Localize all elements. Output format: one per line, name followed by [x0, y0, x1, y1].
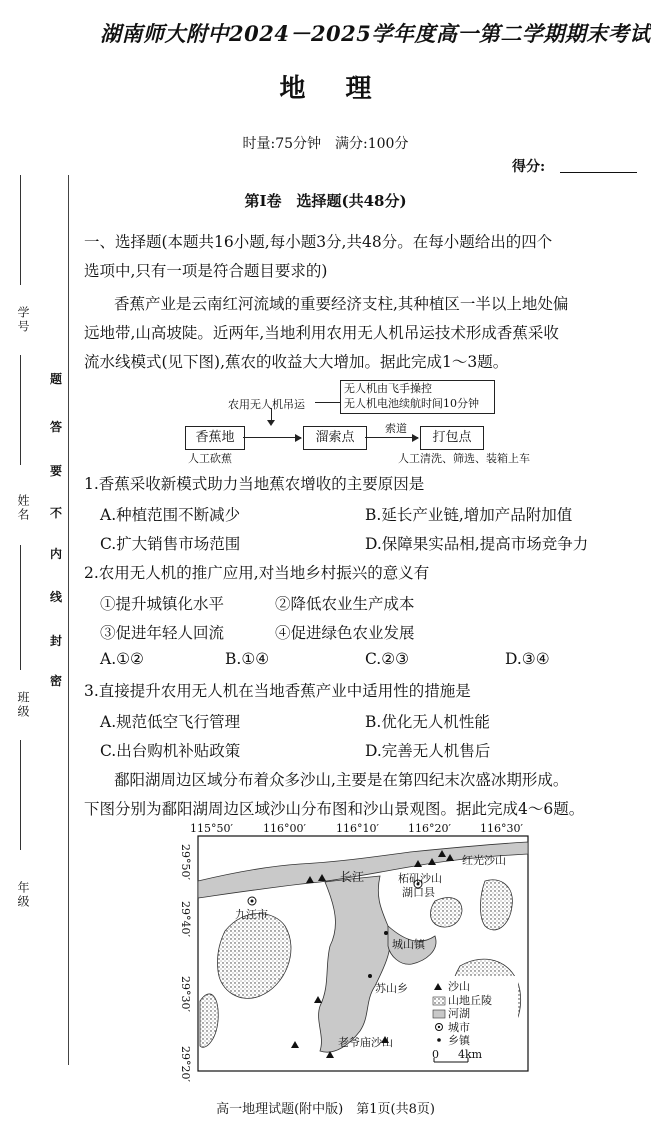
- box-banana-field: 香蕉地: [185, 426, 245, 450]
- passage2-line1: 鄱阳湖周边区域分布着众多沙山,主要是在第四纪末次盛冰期形成。: [114, 771, 569, 789]
- q2-stem: 2.农用无人机的推广应用,对当地乡村振兴的意义有: [84, 564, 430, 582]
- q2-option-a[interactable]: A.①②: [100, 650, 144, 668]
- subject-title: 地理: [279, 74, 412, 104]
- grade-label: 年级: [16, 881, 30, 909]
- seal-char: 内: [50, 547, 63, 561]
- seal-char: 封: [50, 634, 63, 648]
- label-laoye: 老爷庙沙山: [338, 1036, 393, 1049]
- arrow-2: [365, 437, 418, 438]
- q3-option-b[interactable]: B.优化无人机性能: [365, 713, 490, 731]
- seal-char: 不: [50, 506, 63, 520]
- student-id-label: 学号: [16, 306, 30, 334]
- score-label: 得分:: [512, 159, 546, 175]
- q3-option-a[interactable]: A.规范低空飞行管理: [100, 713, 241, 731]
- grade-blank[interactable]: [20, 740, 22, 850]
- cable-label: 索道: [385, 422, 407, 435]
- time-info: 时量:75分钟 满分:100分: [242, 136, 409, 152]
- binding-line: [68, 175, 69, 1065]
- passage2-line2: 下图分别为鄱阳湖周边区域沙山分布图和沙山景观图。据此完成4～6题。: [84, 800, 585, 818]
- legend-hill-icon: [433, 997, 445, 1005]
- class-blank[interactable]: [20, 545, 22, 670]
- q3-stem: 3.直接提升农用无人机在当地香蕉产业中适用性的措施是: [84, 682, 471, 700]
- sub-label-3: 人工清洗、筛选、装箱上车: [398, 452, 530, 465]
- q2-option-c[interactable]: C.②③: [365, 650, 410, 668]
- sub-label-1: 人工砍蕉: [188, 452, 232, 465]
- label-hongguang: 红光沙山: [462, 854, 506, 867]
- scale-zero: 0: [432, 1048, 439, 1061]
- seal-char: 题: [50, 372, 63, 386]
- lon-label: 116°00′: [263, 822, 306, 835]
- q1-option-b[interactable]: B.延长产业链,增加产品附加值: [365, 506, 573, 524]
- exam-title: 湖南师大附中2024－2025学年度高一第二学期期末考试: [100, 21, 651, 46]
- legend-label-sand: 沙山: [448, 980, 470, 993]
- section-title: 第Ⅰ卷 选择题(共48分): [244, 192, 407, 210]
- legend-label-lake: 河湖: [448, 1007, 470, 1020]
- q2-option-b[interactable]: B.①④: [225, 650, 270, 668]
- q1-stem: 1.香蕉采收新模式助力当地蕉农增收的主要原因是: [84, 475, 425, 493]
- q2-option-d[interactable]: D.③④: [505, 650, 550, 668]
- poyang-sand-hill-map: [150, 822, 540, 1096]
- seal-char: 线: [50, 590, 63, 604]
- q2-item-3: ③促进年轻人回流: [100, 624, 225, 642]
- drone-arrowhead: [267, 420, 275, 426]
- arrow-1: [243, 437, 301, 438]
- q1-option-d[interactable]: D.保障果实品相,提高市场竞争力: [365, 535, 589, 553]
- label-sushan: 苏山乡: [375, 982, 408, 995]
- box-cable-point: 溜索点: [303, 426, 367, 450]
- label-changjiang: 长江: [340, 870, 365, 884]
- note-line2: 无人机电池续航时间10分钟: [344, 397, 479, 410]
- passage1-line2: 远地带,山高坡陡。近两年,当地利用农用无人机吊运技术形成香蕉采收: [84, 324, 559, 342]
- section-instruction-1: 一、选择题(本题共16小题,每小题3分,共48分。在每小题给出的四个: [84, 233, 553, 251]
- lat-label: 29°40′: [179, 901, 192, 937]
- seal-char: 密: [50, 674, 63, 688]
- q3-option-d[interactable]: D.完善无人机售后: [365, 742, 491, 760]
- page-footer: 高一地理试题(附中版) 第1页(共8页): [216, 1102, 435, 1117]
- q3-option-c[interactable]: C.出台购机补贴政策: [100, 742, 241, 760]
- label-jiujiang: 九江市: [235, 908, 268, 921]
- q2-item-4: ④促进绿色农业发展: [275, 624, 415, 642]
- drone-label: 农用无人机吊运: [228, 398, 305, 411]
- label-zheji: 柘矶沙山: [398, 872, 442, 885]
- passage1-line1: 香蕉产业是云南红河流域的重要经济支柱,其种植区一半以上地处偏: [114, 295, 569, 313]
- town-marker: [368, 974, 372, 978]
- section-instruction-2: 选项中,只有一项是符合题目要求的): [84, 262, 328, 280]
- town-marker: [384, 931, 388, 935]
- passage1-line3: 流水线模式(见下图),蕉农的收益大大增加。据此完成1～3题。: [84, 353, 509, 371]
- drone-note-box: [340, 380, 495, 414]
- lat-label: 29°20′: [179, 1046, 192, 1082]
- lon-label: 116°30′: [480, 822, 523, 835]
- score-blank[interactable]: [560, 172, 637, 173]
- seal-char: 答: [50, 420, 63, 434]
- scale-km: 4km: [458, 1048, 483, 1061]
- q2-item-2: ②降低农业生产成本: [275, 595, 415, 613]
- lon-label: 116°10′: [336, 822, 379, 835]
- q1-option-a[interactable]: A.种植范围不断减少: [100, 506, 241, 524]
- legend-lake-icon: [433, 1010, 445, 1018]
- lat-label: 29°50′: [179, 844, 192, 880]
- name-label: 姓名: [16, 494, 30, 522]
- legend-town-icon: [437, 1038, 441, 1042]
- seal-char: 要: [50, 464, 63, 478]
- lat-label: 29°30′: [179, 976, 192, 1012]
- class-label: 班级: [16, 691, 30, 719]
- lon-label: 116°20′: [408, 822, 451, 835]
- q1-option-c[interactable]: C.扩大销售市场范围: [100, 535, 241, 553]
- lon-label: 115°50′: [190, 822, 233, 835]
- label-chengshan: 城山镇: [392, 938, 425, 951]
- banana-flow-diagram: [180, 380, 530, 470]
- city-marker-dot: [251, 900, 254, 903]
- legend-label-town: 乡镇: [448, 1034, 470, 1047]
- box-packing-point: 打包点: [420, 426, 484, 450]
- note-connector: [315, 402, 340, 403]
- label-hukou: 湖口县: [402, 886, 435, 899]
- legend-label-hill: 山地丘陵: [448, 994, 492, 1007]
- legend-label-city: 城市: [448, 1021, 470, 1034]
- q2-item-1: ①提升城镇化水平: [100, 595, 225, 613]
- name-blank[interactable]: [20, 355, 22, 465]
- note-line1: 无人机由飞手操控: [344, 382, 432, 395]
